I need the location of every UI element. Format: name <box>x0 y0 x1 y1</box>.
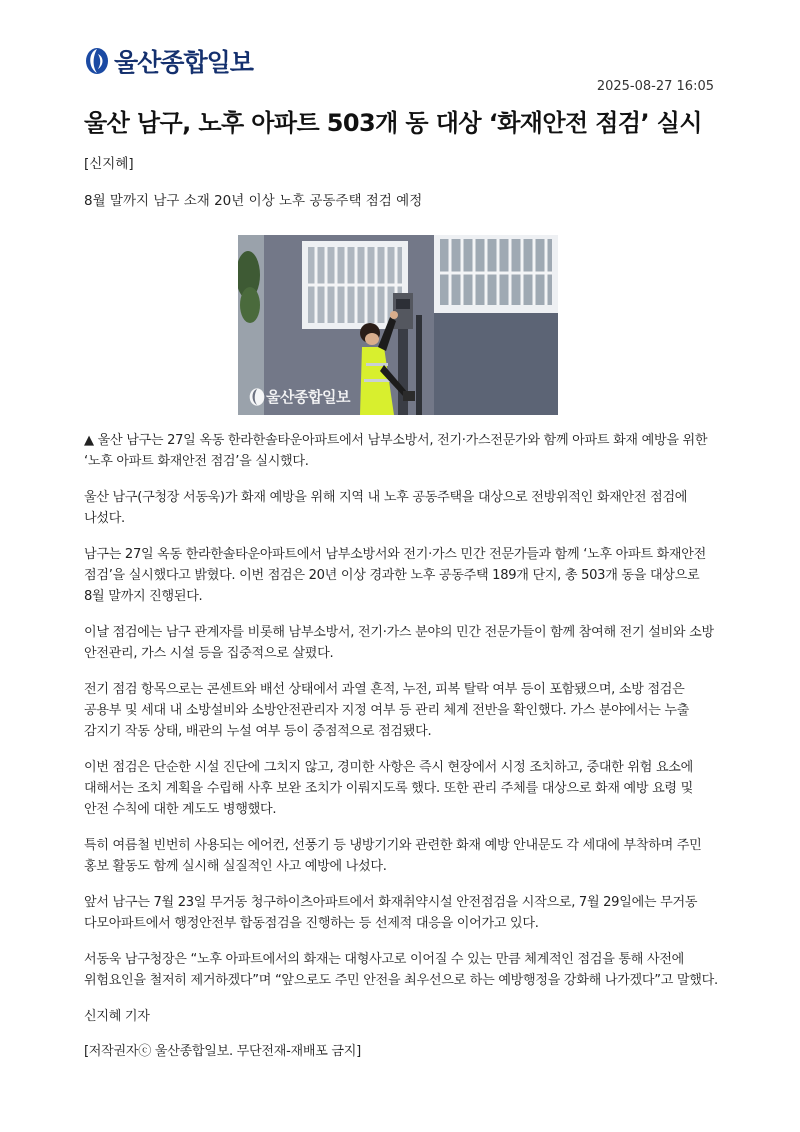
photo-watermark <box>248 386 350 407</box>
article-paragraph: 울산 남구(구청장 서동욱)가 화재 예방을 위해 지역 내 노후 공동주택을 대상으로 전방위적인 화재안전 점검에 나섰다. <box>84 490 688 526</box>
copyright-notice: [저작권자ⓒ 울산종합일보. 무단전재-재배포 금지] <box>84 1044 361 1059</box>
photo-watermark-text: 울산종합일보 <box>266 388 350 406</box>
article-paragraph: 특히 여름철 빈번히 사용되는 에어컨, 선풍기 등 냉방기기와 관련한 화재 예방 안내문도 각 세대에 부착하며 주민 홍보 활동도 함께 실시해 실질적인 사고 예방에 나섰다. <box>84 838 702 874</box>
watermark-swirl-icon <box>248 387 266 407</box>
article-headline: 울산 남구, 노후 아파트 503개 동 대상 ‘화재안전 점검’ 실시 <box>84 109 702 137</box>
article-paragraph: 남구는 27일 옥동 한라한솔타운아파트에서 남부소방서와 전기·가스 민간 전문가들과 함께 ‘노후 아파트 화재안전 점검’을 실시했다고 밝혔다. 이번 점검은 20년 이상 경과한 노후 공동주택 189개 단지, 총 503개 동을 대상으로 8월 말까지 진행된다. <box>84 547 706 604</box>
byline: [신지혜] <box>84 156 134 172</box>
article-paragraph: 이번 점검은 단순한 시설 진단에 그치지 않고, 경미한 사항은 즉시 현장에서 시정 조치하고, 중대한 위험 요소에 대해서는 조치 계획을 수립해 사후 보완 조치가 이뤄지도록 했다. 또한 관리 주체를 대상으로 화재 예방 요령 및 안전 수칙에 대한 계도도 병행했다. <box>84 760 693 817</box>
reporter-name: 신지혜 기자 <box>84 1009 150 1024</box>
site-logo[interactable] <box>84 44 253 78</box>
article-paragraph: 이날 점검에는 남구 관계자를 비롯해 남부소방서, 전기·가스 분야의 민간 전문가들이 함께 참여해 전기 설비와 소방 안전관리, 가스 시설 등을 집중적으로 살폈다. <box>84 625 714 661</box>
logo-text: 울산종합일보 <box>114 48 253 77</box>
article-subtitle: 8월 말까지 남구 소재 20년 이상 노후 공동주택 점검 예정 <box>84 193 423 209</box>
article-paragraph: 앞서 남구는 7월 23일 무거동 청구하이츠아파트에서 화재취약시설 안전점검을 시작으로, 7월 29일에는 무거동 다모아파트에서 행정안전부 합동점검을 진행하는 등 선제적 대응을 이어가고 있다. <box>84 895 698 931</box>
article-photo[interactable] <box>238 235 558 415</box>
article-paragraph: 전기 점검 항목으로는 콘센트와 배선 상태에서 과열 흔적, 누전, 피복 탈락 여부 등이 포함됐으며, 소방 점검은 공용부 및 세대 내 소방설비와 소방안전관리자 지정 여부 등 관리 체계 전반을 확인했다. 가스 분야에서는 누출 감지기 작동 상태, 배관의 누설 여부 등이 중점적으로 점검됐다. <box>84 682 690 739</box>
logo-swirl-icon <box>84 46 110 76</box>
photo-caption: ▲ 울산 남구는 27일 옥동 한라한솔타운아파트에서 남부소방서, 전기·가스전문가와 함께 아파트 화재 예방을 위한 ‘노후 아파트 화재안전 점검’을 실시했다. <box>84 433 708 469</box>
article-paragraph: 서동욱 남구청장은 “노후 아파트에서의 화재는 대형사고로 이어질 수 있는 만큼 체계적인 점검을 통해 사전에 위험요인을 철저히 제거하겠다”며 “앞으로도 주민 안전을 최우선으로 하는 예방행정을 강화해 나가겠다”고 말했다. <box>84 952 718 988</box>
publish-timestamp: 2025-08-27 16:05 <box>596 79 714 94</box>
article-body <box>84 430 718 1062</box>
